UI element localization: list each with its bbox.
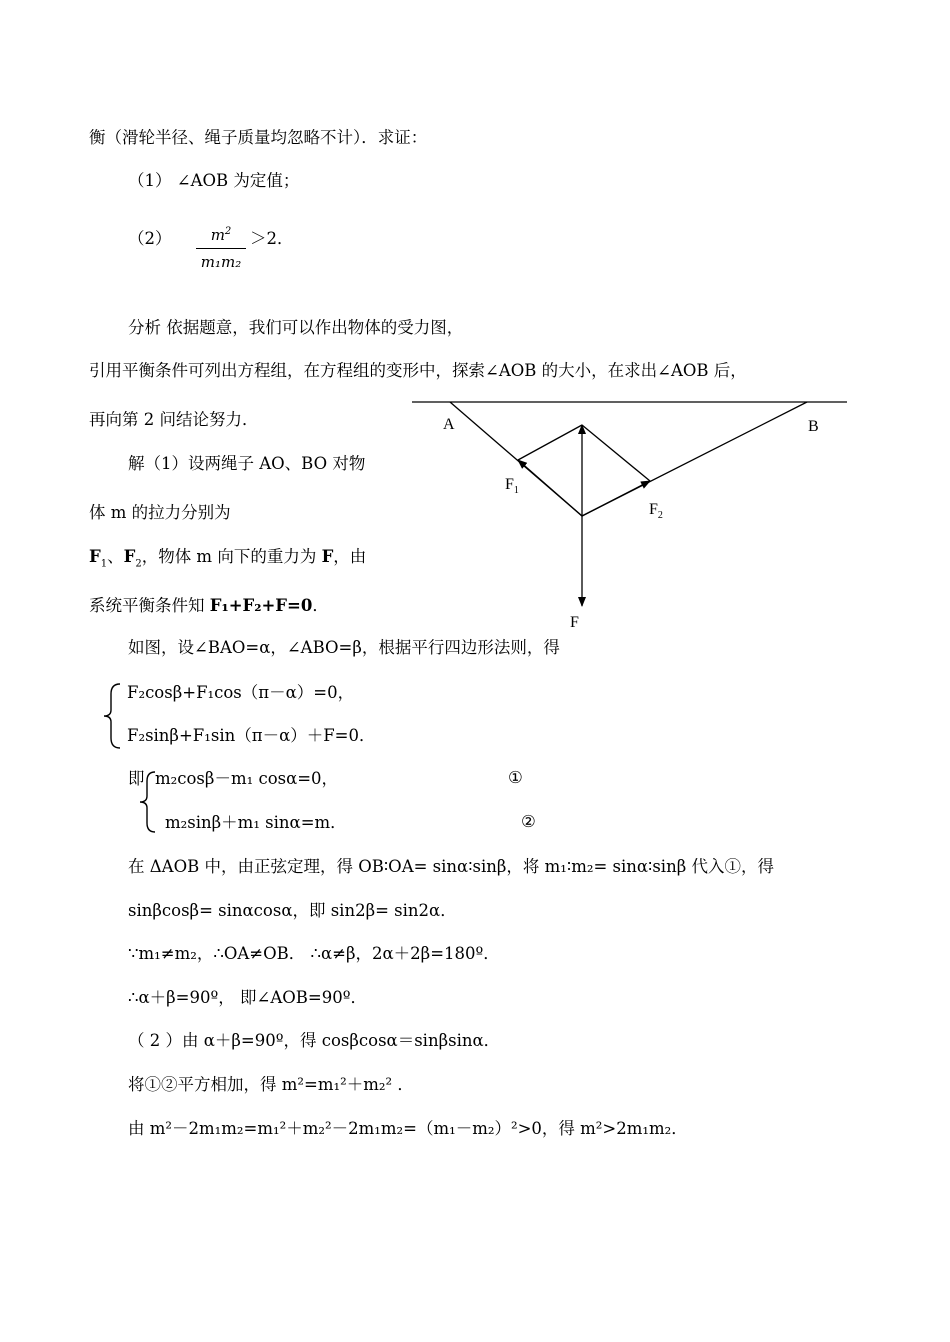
f1-arrow [518,460,582,516]
text-line-15: ∴α＋β=90º， 即∠AOB=90º． [128,988,367,1007]
label-b: B [808,418,819,435]
question-1: （1） ∠AOB 为定值； [128,171,300,190]
equation-1: F₂cosβ+F₁cos（π－α）=0， [127,683,355,702]
text-line-5: 引用平衡条件可列出方程组，在方程组的变形中，探索∠AOB 的大小，在求出∠AOB 后， [89,361,747,380]
equation-3: m₂cosβ－m₁ cosα=0， [155,769,339,788]
solution-line-5: 如图，设∠BAO=α，∠ABO=β，根据平行四边形法则，得 [128,638,560,657]
label-f1: $F_1$ [505,476,519,496]
question-2-suffix: ＞2． [250,229,294,248]
solution-line-1: 解（1）设两绳子 AO、BO 对物 [128,454,366,473]
solution-line-4: 系统平衡条件知 F₁+F₂+F=0． [89,596,329,615]
equation-4: m₂sinβ＋m₁ sinα=m． [165,813,347,832]
solution-line-2: 体 m 的拉力分别为 [89,503,231,522]
fraction-numerator: $m^2$ [210,226,232,244]
solution-line-3: $F_1$、$F_2$，物体 m 向下的重力为 F，由 [89,547,367,570]
brace-1 [100,682,124,750]
label-f: F [570,614,579,631]
force-diagram [405,392,855,637]
circled-number-2: ② [521,812,536,831]
fraction-denominator: m₁m₂ [200,253,242,271]
parallelogram-side-2 [582,425,650,481]
analysis-line: 分析 依据题意，我们可以作出物体的受力图， [128,318,464,337]
ji-label: 即 [128,769,145,788]
text-line-6: 再向第 2 问结论努力． [89,410,259,429]
question-2-prefix: （2） [128,229,172,248]
circled-number-1: ① [508,768,523,787]
text-line-18: 由 m²－2m₁m₂=m₁²＋m₂²－2m₁m₂=（m₁－m₂）²>0，得 m²>2m₁m₂． [128,1119,688,1138]
text-line-1: 衡（滑轮半径、绳子质量均忽略不计）．求证： [89,128,428,147]
text-line-12: 在 ΔAOB 中，由正弦定理，得 OB∶OA= sinα∶sinβ，将 m₁∶m₂= sinα∶sinβ 代入①，得 [128,857,774,876]
text-line-17: 将①②平方相加，得 m²=m₁²＋m₂² ． [128,1075,414,1094]
label-a: A [443,416,455,433]
fraction-bar [196,248,246,249]
text-line-13: sinβcosβ= sinαcosα，即 sin2β= sin2α． [128,901,457,920]
parallelogram-side-1 [518,425,582,460]
equation-2: F₂sinβ+F₁sin（π－α）＋F=0． [127,726,376,745]
fraction [196,226,246,275]
label-f2: $F_2$ [649,501,663,521]
text-line-16: （ 2 ）由 α＋β=90º，得 cosβcosα＝sinβsinα． [128,1031,501,1050]
f2-arrow [582,481,650,516]
text-line-14: ∵m₁≠m₂，∴OA≠OB． ∴α≠β，2α＋2β=180º． [128,944,500,963]
